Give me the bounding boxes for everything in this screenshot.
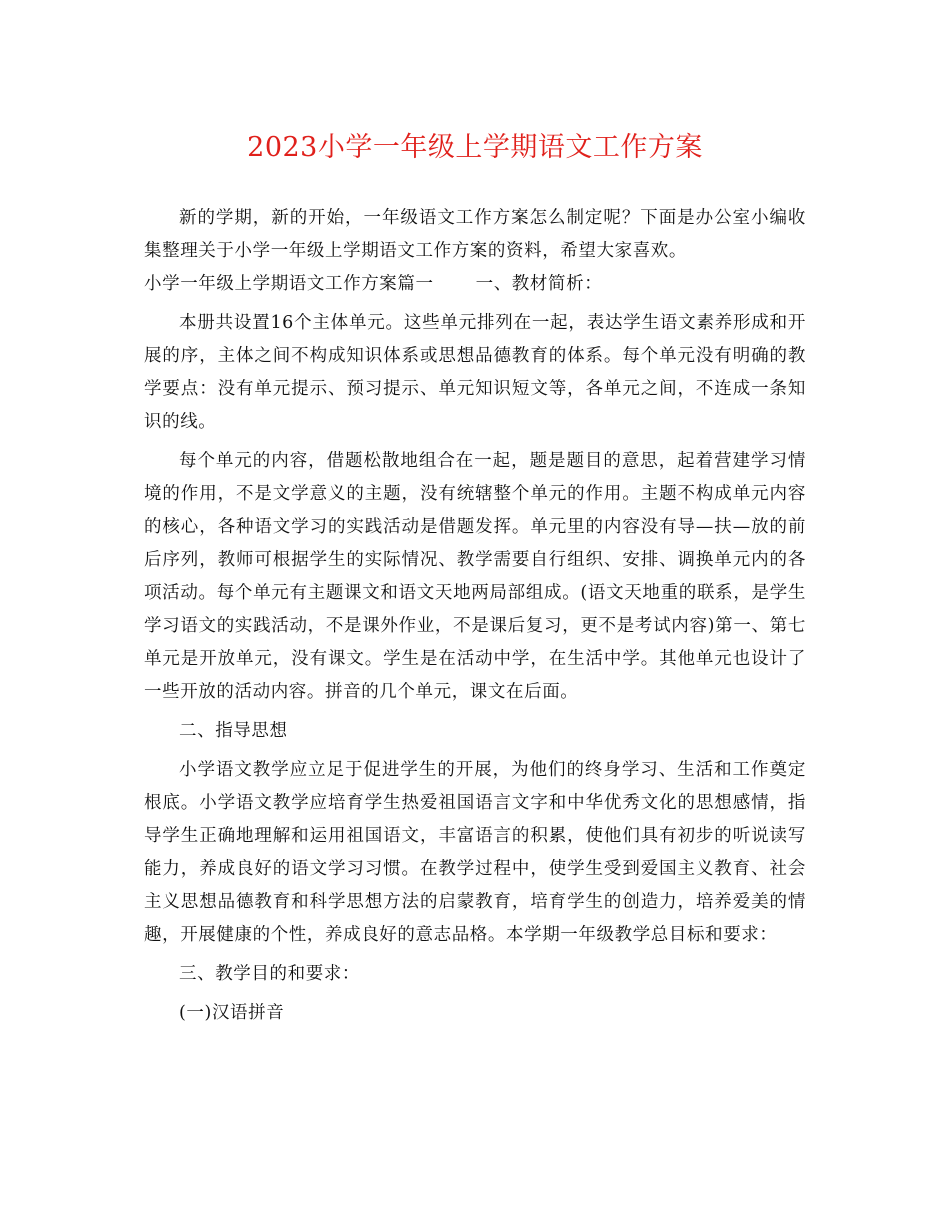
paragraph-unit-content: 每个单元的内容，借题松散地组合在一起，题是题目的意思，起着营建学习情境的作用，不是文学意义的主题，没有统辖整个单元的作用。主题不构成单元内容的核心，各种语文学习的实践活动是借题发挥。单元里的内容没有导—扶—放的前后序列，教师可根据学生的实际情况、教学需要自行组织、安排、调换单元内的各项活动。每个单元有主题课文和语文天地两局部组成。(语文天地重的联系，是学生学习语文的实践活动，不是课外作业，不是课后复习，更不是考试内容)第一、第七单元是开放单元，没有课文。学生是在活动中学，在生活中学。其他单元也设计了一些开放的活动内容。拼音的几个单元，课文在后面。 [144,451,806,702]
document-body [144,202,806,1030]
section-title: 小学一年级上学期语文工作方案篇一 [144,274,434,294]
section-1-heading: 一、教材简析： [475,274,603,294]
section-heading-line [144,268,806,301]
intro-paragraph: 新的学期，新的开始，一年级语文工作方案怎么制定呢？下面是办公室小编收集整理关于小学一年级上学期语文工作方案的资料，希望大家喜欢。 [144,208,806,261]
subsection-pinyin-heading: (一)汉语拼音 [179,1003,285,1023]
document-title: 2023小学一年级上学期语文工作方案 [247,132,703,163]
section-2-heading: 二、指导思想 [179,721,288,741]
section-3-heading: 三、教学目的和要求： [179,964,360,984]
paragraph-guiding-ideas: 小学语文教学应立足于促进学生的开展，为他们的终身学习、生活和工作奠定根底。小学语文教学应培育学生热爱祖国语言文字和中华优秀文化的思想感情，指导学生正确地理解和运用祖国语文，丰富语言的积累，使他们具有初步的听说读写能力，养成良好的语文学习习惯。在教学过程中，使学生受到爱国主义教育、社会主义思想品德教育和科学思想方法的启蒙教育，培育学生的创造力，培养爱美的情趣，开展健康的个性，养成良好的意志品格。本学期一年级教学总目标和要求： [144,760,806,945]
paragraph-textbook-overview: 本册共设置16个主体单元。这些单元排列在一起，表达学生语文素养形成和开展的序，主体之间不构成知识体系或思想品德教育的体系。每个单元没有明确的教学要点：没有单元提示、预习提示、单元知识短文等，各单元之间，不连成一条知识的线。 [144,313,806,432]
